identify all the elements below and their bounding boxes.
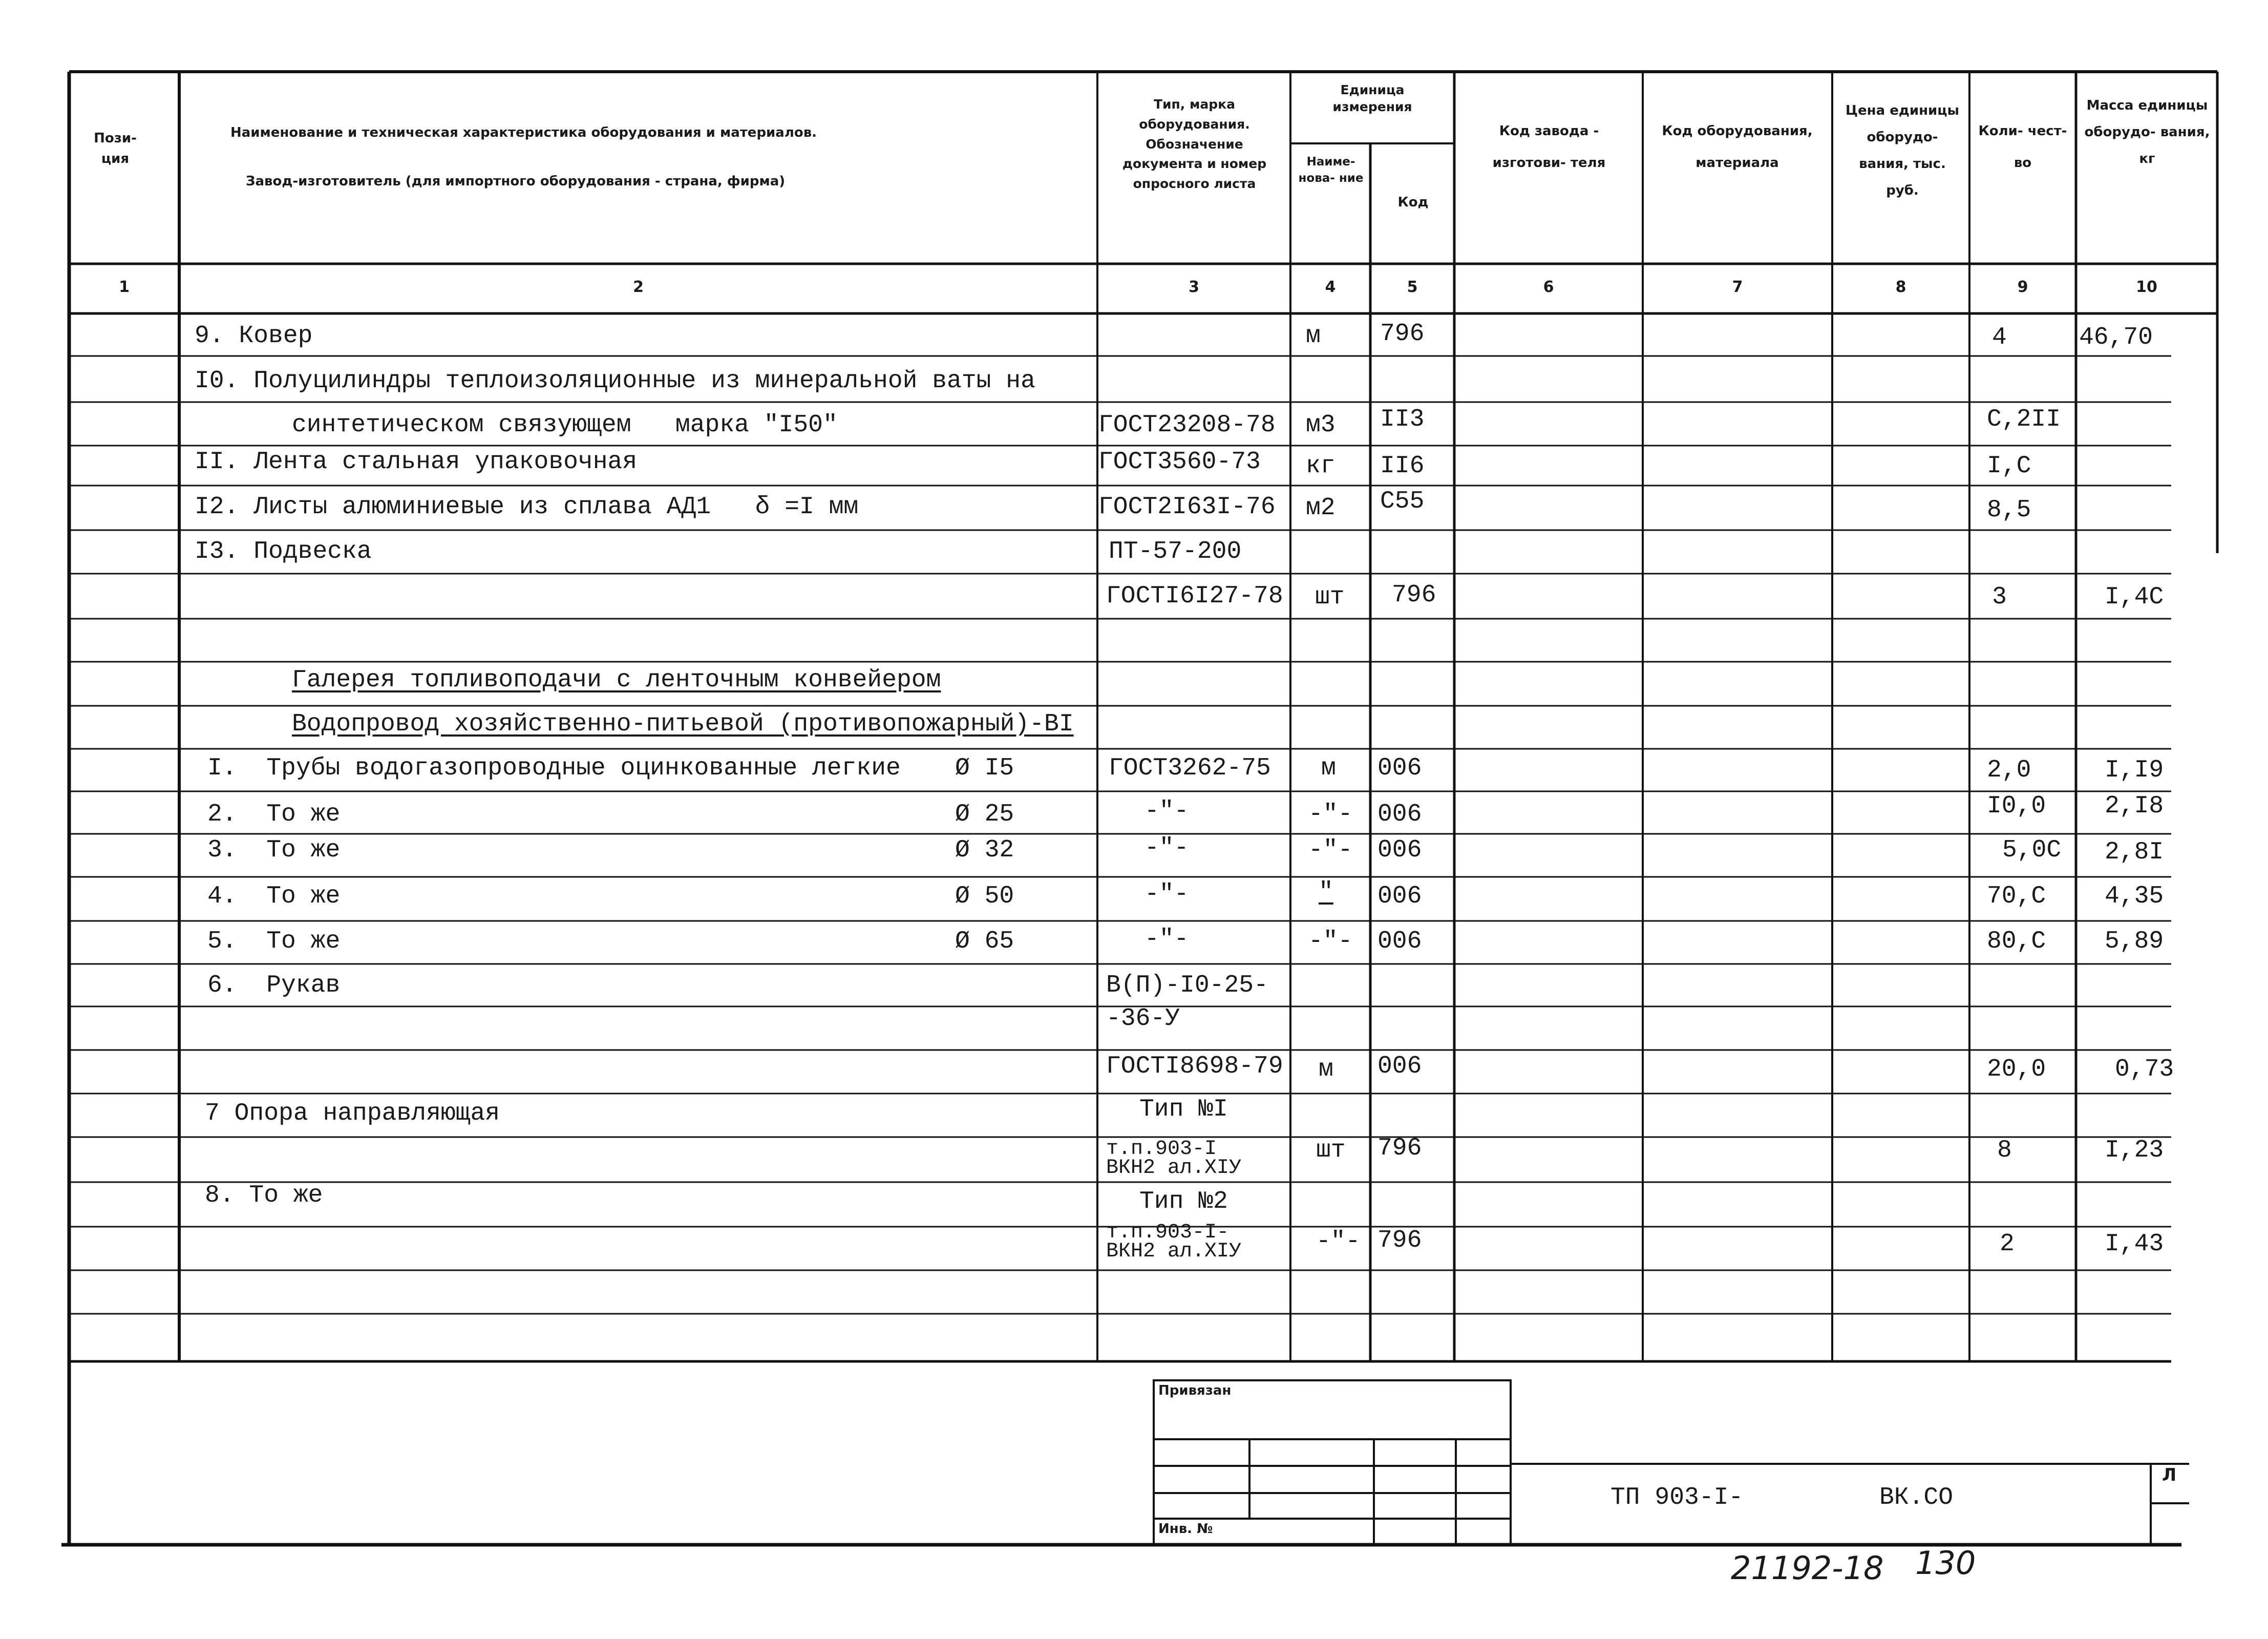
header-unit-group: Единица измерения (1332, 82, 1412, 114)
row-mass: I,43 (2105, 1230, 2164, 1258)
row-diameter: Ø 32 (955, 836, 1014, 864)
row-doc: ГОСТI8698-79 (1106, 1053, 1283, 1080)
section-heading: Галерея топливоподачи с ленточным конвейером (292, 666, 941, 694)
archive-number: 21192-18 (1731, 1549, 1884, 1587)
row-code: 006 (1377, 1053, 1422, 1080)
row-code: 796 (1377, 1227, 1422, 1254)
row-unit: -"- (1308, 928, 1353, 955)
col-number: 5 (1407, 278, 1418, 296)
row-name: I3. Подвеска (195, 538, 372, 565)
row-qty: 8,5 (1987, 496, 2031, 524)
col-number: 10 (2136, 278, 2157, 296)
row-mass: I,23 (2105, 1137, 2164, 1164)
header-factory-code: Код завода - изготови- теля (1492, 123, 1606, 171)
row-mass: I,4С (2105, 583, 2164, 611)
col-number: 1 (119, 278, 130, 296)
row-qty: 2 (2000, 1230, 2015, 1258)
col-number: 2 (633, 278, 644, 296)
row-qty: С,2II (1987, 406, 2061, 433)
row-name: 5. То же (207, 928, 341, 955)
header-name-line1: Наименование и техническая характеристика оборудования и материалов. (230, 125, 817, 140)
row-unit: м (1319, 1056, 1333, 1083)
row-doc: -"- (1144, 834, 1189, 862)
row-code: 006 (1377, 882, 1422, 910)
row-doc: т.п.903-I (1106, 1138, 1217, 1161)
row-unit: -"- (1316, 1228, 1361, 1255)
col-number: 7 (1732, 278, 1743, 296)
row-unit: -"- (1308, 836, 1353, 864)
row-qty: I,С (1987, 452, 2031, 480)
stamp-doc-suffix: ВК.СО (1879, 1484, 1954, 1511)
col-number: 3 (1189, 278, 1199, 296)
row-doc: ГОСТ3560-73 (1098, 448, 1261, 476)
col-number: 6 (1543, 278, 1554, 296)
row-qty: 2,0 (1987, 757, 2031, 784)
row-name: 7 Опора направляющая (205, 1100, 500, 1127)
row-code: С55 (1380, 488, 1425, 515)
row-doc: -"- (1144, 880, 1189, 908)
row-doc: -"- (1144, 797, 1189, 825)
row-diameter: Ø I5 (955, 754, 1014, 782)
row-mass: I,I9 (2105, 757, 2164, 784)
row-qty: 5,0С (2002, 836, 2062, 864)
header-material-code: Код оборудования, материала (1662, 123, 1813, 171)
row-code: II6 (1380, 452, 1425, 480)
header-unit-code: Код (1397, 195, 1429, 210)
section-heading: Водопровод хозяйственно-питьевой (противопожарный)-BI (292, 710, 1074, 738)
row-qty: 20,0 (1987, 1056, 2046, 1083)
header-unit-name: Наиме- нова- ние (1298, 155, 1364, 185)
row-unit: шт (1316, 1137, 1346, 1164)
row-mass: 5,89 (2105, 928, 2164, 955)
row-mass: 2,I8 (2105, 792, 2164, 820)
row-code: 006 (1377, 836, 1422, 864)
row-doc: ГОСТ2I63I-76 (1098, 493, 1276, 521)
col-number: 8 (1895, 278, 1906, 296)
stamp-inv: Инв. № (1158, 1521, 1213, 1537)
row-code: 006 (1377, 928, 1422, 955)
col-number: 4 (1325, 278, 1336, 296)
row-doc: -36-У (1106, 1005, 1180, 1033)
row-name: 9. Ковер (195, 322, 313, 350)
row-qty: I0,0 (1987, 792, 2046, 820)
header-position: Пози- ция (94, 131, 137, 167)
row-doc: ГОСТI6I27-78 (1106, 582, 1283, 610)
row-name: I2. Листы алюминиевые из сплава АД1 δ =I мм (195, 493, 859, 521)
row-code: 006 (1377, 801, 1422, 828)
row-name: I. Трубы водогазопроводные оцинкованные легкие (207, 754, 901, 782)
page-number: 130 (1915, 1544, 1976, 1582)
stamp-doc-code: ТП 903-I- (1610, 1484, 1744, 1511)
row-doc: Тип №I (1139, 1096, 1228, 1123)
row-name: 2. То же (207, 801, 341, 828)
stamp-privyazan: Привязан (1158, 1383, 1232, 1398)
row-mass: 46,70 (2079, 324, 2153, 351)
row-doc: ГОСТ23208-78 (1098, 411, 1276, 439)
row-doc: ВКН2 ал.XIУ (1106, 1157, 1242, 1180)
row-unit: м2 (1306, 494, 1336, 522)
row-qty: 4 (1992, 324, 2007, 351)
row-mass: 4,35 (2105, 882, 2164, 910)
row-mass: 0,73 (2115, 1056, 2174, 1083)
row-name: синтетическом связующем марка "I50" (292, 411, 838, 439)
row-name: I0. Полуцилиндры теплоизоляционные из минеральной ваты на (195, 367, 1035, 395)
row-qty: 70,С (1987, 882, 2046, 910)
row-doc: т.п.903-I- (1106, 1221, 1230, 1244)
stamp-sheet-mark: Л (2162, 1465, 2177, 1485)
row-qty: 3 (1992, 583, 2007, 611)
header-unit-price: Цена единицы оборудо- вания, тыс. руб. (1845, 103, 1960, 198)
row-unit: м (1306, 322, 1321, 350)
row-name: 6. Рукав (207, 972, 341, 999)
row-unit: шт (1315, 583, 1345, 611)
row-unit: кг (1306, 452, 1336, 480)
header-mass: Масса единицы оборудо- вания, кг (2084, 98, 2210, 166)
row-code: 796 (1377, 1134, 1422, 1162)
row-doc: ПТ-57-200 (1109, 538, 1242, 565)
row-doc: -"- (1144, 926, 1189, 953)
row-diameter: Ø 65 (955, 928, 1014, 955)
row-diameter: Ø 25 (955, 801, 1014, 828)
row-diameter: Ø 50 (955, 882, 1014, 910)
header-type-doc: Тип, марка оборудования. Обозначение документа и номер опросного листа (1122, 97, 1267, 191)
row-unit: " (1319, 878, 1333, 906)
row-mass: 2,8I (2105, 838, 2164, 866)
row-unit: м3 (1306, 411, 1336, 439)
row-qty: 80,С (1987, 928, 2046, 955)
row-code: II3 (1380, 406, 1425, 433)
row-doc: ВКН2 ал.XIУ (1106, 1240, 1242, 1263)
row-unit: -"- (1308, 801, 1353, 828)
header-quantity: Коли- чест- во (1978, 123, 2067, 171)
row-doc: Тип №2 (1139, 1188, 1228, 1215)
header-name-line2: Завод-изготовитель (для импортного оборудования - страна, фирма) (246, 174, 786, 189)
col-number: 9 (2017, 278, 2028, 296)
row-unit: м (1321, 754, 1336, 782)
row-doc: В(П)-I0-25- (1106, 972, 1268, 999)
row-code: 796 (1392, 581, 1436, 609)
row-name: 4. То же (207, 882, 341, 910)
row-code: 006 (1377, 754, 1422, 782)
row-code: 796 (1380, 320, 1425, 348)
row-name: 8. То же (205, 1182, 323, 1209)
row-name: 3. То же (207, 836, 341, 864)
row-doc: ГОСТ3262-75 (1109, 754, 1271, 782)
row-qty: 8 (1997, 1137, 2012, 1164)
row-name: II. Лента стальная упаковочная (195, 448, 638, 476)
